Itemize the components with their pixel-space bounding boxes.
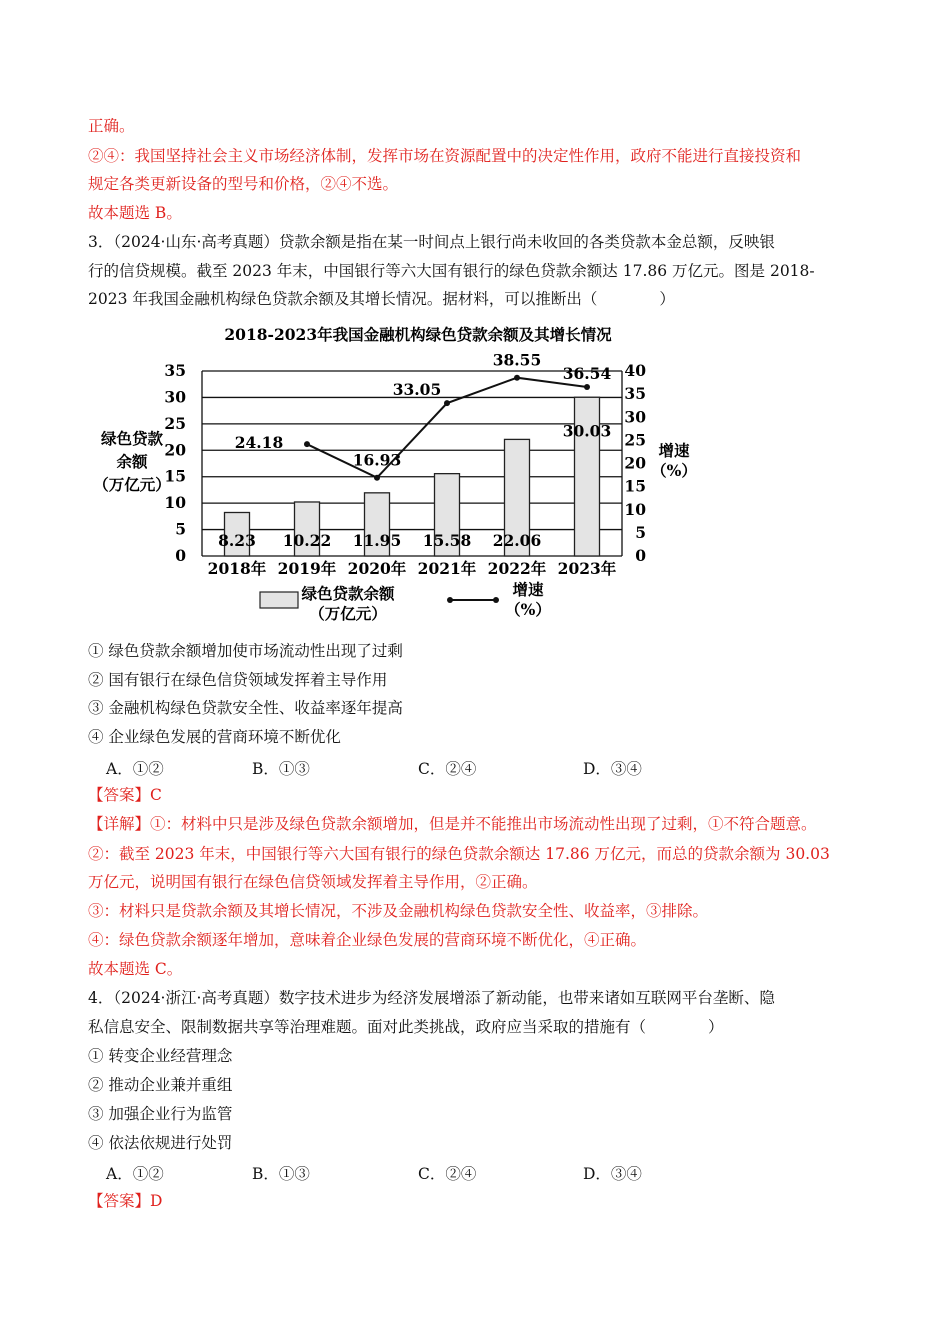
prev-answer-line-2: ②④：我国坚持社会主义市场经济体制，发挥市场在资源配置中的决定性作用，政府不能进行直接投资和 xyxy=(88,147,802,165)
growth-point xyxy=(444,400,450,406)
x-tick-label: 2018年 xyxy=(207,559,267,578)
bar-value-label: 11.95 xyxy=(352,531,402,550)
prev-conclusion: 故本题选 B。 xyxy=(88,204,182,222)
q4-item-3: ③ 加强企业行为监管 xyxy=(88,1105,233,1123)
legend-line-label-2: （%） xyxy=(505,600,551,619)
right-axis-ticks xyxy=(624,361,646,565)
x-axis-ticks xyxy=(208,559,617,578)
left-tick-label: 25 xyxy=(164,413,186,433)
q3-stem-line-2: 行的信贷规模。截至 2023 年末，中国银行等六大国有银行的绿色贷款余额达 17.86 万亿元。图是 2018- xyxy=(88,262,815,280)
x-tick-label: 2023年 xyxy=(557,559,617,578)
left-axis-label-line-3: （万亿元） xyxy=(93,475,171,494)
growth-value-label: 36.54 xyxy=(562,364,612,384)
q3-answer-label: 【答案】 xyxy=(88,786,151,804)
bar-value-label: 15.58 xyxy=(422,531,472,550)
q3-stem-line-1: 3．（2024·山东·高考真题）贷款余额是指在某一时间点上银行尚未收回的各类贷款本金总额，反映银 xyxy=(88,233,775,251)
right-tick-label: 40 xyxy=(624,361,646,380)
x-tick-label: 2020年 xyxy=(347,559,407,578)
right-tick-label: 10 xyxy=(624,499,646,519)
q3-option-c[interactable]: C．②④ xyxy=(418,760,477,778)
q4-option-c[interactable]: C．②④ xyxy=(418,1165,477,1183)
left-tick-label: 15 xyxy=(164,466,186,486)
growth-point xyxy=(374,475,380,481)
chart-title: 2018-2023年我国金融机构绿色贷款余额及其增长情况 xyxy=(224,325,612,344)
q3-item-3: ③ 金融机构绿色贷款安全性、收益率逐年提高 xyxy=(88,699,403,717)
prev-answer-line-3: 规定各类更新设备的型号和价格，②④不选。 xyxy=(88,175,399,193)
growth-value-label: 24.18 xyxy=(234,433,284,453)
q3-answer-value: C xyxy=(150,786,162,804)
q3-option-a[interactable]: A．①② xyxy=(106,760,164,778)
left-tick-label: 5 xyxy=(175,519,186,539)
q3-detail-5: ④：绿色贷款余额逐年增加，意味着企业绿色发展的营商环境不断优化，④正确。 xyxy=(88,931,647,949)
right-tick-label: 0 xyxy=(635,546,646,565)
left-tick-label: 35 xyxy=(164,361,186,380)
q4-option-a[interactable]: A．①② xyxy=(106,1165,164,1183)
right-tick-label: 15 xyxy=(624,476,646,496)
q4-option-d[interactable]: D．③④ xyxy=(583,1165,642,1183)
legend-line-marker-right xyxy=(493,597,499,603)
chart-legend xyxy=(260,580,551,623)
left-tick-label: 10 xyxy=(164,493,186,513)
prev-answer-line-1: 正确。 xyxy=(88,117,135,135)
q3-detail-3: 万亿元，说明国有银行在绿色信贷领域发挥着主导作用，②正确。 xyxy=(88,873,538,891)
right-axis-label xyxy=(651,441,697,480)
q4-item-1: ① 转变企业经营理念 xyxy=(88,1047,233,1065)
right-tick-label: 20 xyxy=(624,453,646,473)
growth-value-label: 33.05 xyxy=(392,380,442,400)
bar-value-label: 22.06 xyxy=(492,531,542,550)
q4-answer xyxy=(88,1191,162,1211)
q4-stem-line-1: 4．（2024·浙江·高考真题）数字技术进步为经济发展增添了新动能，也带来诸如互联网平台垄断、隐 xyxy=(88,989,775,1007)
growth-point xyxy=(304,441,310,447)
right-tick-label: 5 xyxy=(635,522,646,542)
q4-answer-label: 【答案】 xyxy=(88,1192,151,1210)
growth-rate-line xyxy=(307,378,587,478)
legend-bar-swatch xyxy=(260,592,298,608)
bar-value-label: 8.23 xyxy=(218,531,256,550)
q3-detail-1 xyxy=(88,814,817,834)
q3-answer xyxy=(88,785,162,805)
bar-value-label: 30.03 xyxy=(562,421,612,441)
right-tick-label: 25 xyxy=(624,430,646,450)
q3-item-4: ④ 企业绿色发展的营商环境不断优化 xyxy=(88,728,341,746)
q3-item-1: ① 绿色贷款余额增加使市场流动性出现了过剩 xyxy=(88,642,403,660)
q4-answer-value: D xyxy=(150,1192,163,1210)
q3-detail-2: ②：截至 2023 年末，中国银行等六大国有银行的绿色贷款余额达 17.86 万亿元，而总的贷款余额为 30.03 xyxy=(88,845,830,863)
q3-stem-line-3: 2023 年我国金融机构绿色贷款余额及其增长情况。据材料，可以推断出（ ） xyxy=(88,290,675,308)
x-tick-label: 2019年 xyxy=(277,559,337,578)
q3-item-2: ② 国有银行在绿色信贷领域发挥着主导作用 xyxy=(88,671,388,689)
q3-detail-text-1: ①：材料中只是涉及绿色贷款余额增加，但是并不能推出市场流动性出现了过剩，①不符合题意。 xyxy=(150,815,817,833)
left-tick-label: 0 xyxy=(175,546,186,565)
growth-value-label: 38.55 xyxy=(492,350,542,370)
legend-line-label-1: 增速 xyxy=(512,580,544,599)
legend-bar-label-2: （万亿元） xyxy=(309,604,387,623)
q4-item-2: ② 推动企业兼并重组 xyxy=(88,1076,233,1094)
right-axis-label-line-1: 增速 xyxy=(658,441,690,460)
q3-detail-4: ③：材料只是贷款余额及其增长情况，不涉及金融机构绿色贷款安全性、收益率，③排除。 xyxy=(88,902,709,920)
growth-point xyxy=(584,384,590,390)
left-axis-label-line-1: 绿色贷款 xyxy=(100,429,164,448)
q3-conclusion: 故本题选 C。 xyxy=(88,960,183,978)
left-tick-label: 30 xyxy=(164,387,186,407)
left-tick-label: 20 xyxy=(164,440,186,460)
q4-option-b[interactable]: B．①③ xyxy=(252,1165,310,1183)
left-axis-label-line-2: 余额 xyxy=(116,452,148,471)
growth-value-label: 16.93 xyxy=(352,450,402,470)
left-axis-ticks xyxy=(164,361,186,565)
right-tick-label: 30 xyxy=(624,407,646,427)
q4-item-4: ④ 依法依规进行处罚 xyxy=(88,1134,233,1152)
q3-option-d[interactable]: D．③④ xyxy=(583,760,642,778)
chart-line-series xyxy=(235,351,612,481)
green-loan-chart xyxy=(80,318,697,628)
right-axis-label-line-2: （%） xyxy=(651,461,697,480)
right-tick-label: 35 xyxy=(624,384,646,404)
q3-option-b[interactable]: B．①③ xyxy=(252,760,310,778)
legend-line-marker-left xyxy=(447,597,453,603)
q4-stem-line-2: 私信息安全、限制数据共享等治理难题。面对此类挑战，政府应当采取的措施有（ ） xyxy=(88,1018,724,1036)
x-tick-label: 2021年 xyxy=(417,559,477,578)
q3-detail-label: 【详解】 xyxy=(88,815,151,833)
legend-bar-label-1: 绿色贷款余额 xyxy=(301,584,395,603)
x-tick-label: 2022年 xyxy=(487,559,547,578)
bar-value-label: 10.22 xyxy=(282,531,332,550)
left-axis-label xyxy=(93,429,171,494)
growth-point xyxy=(514,375,520,381)
chart-svg xyxy=(80,318,697,628)
